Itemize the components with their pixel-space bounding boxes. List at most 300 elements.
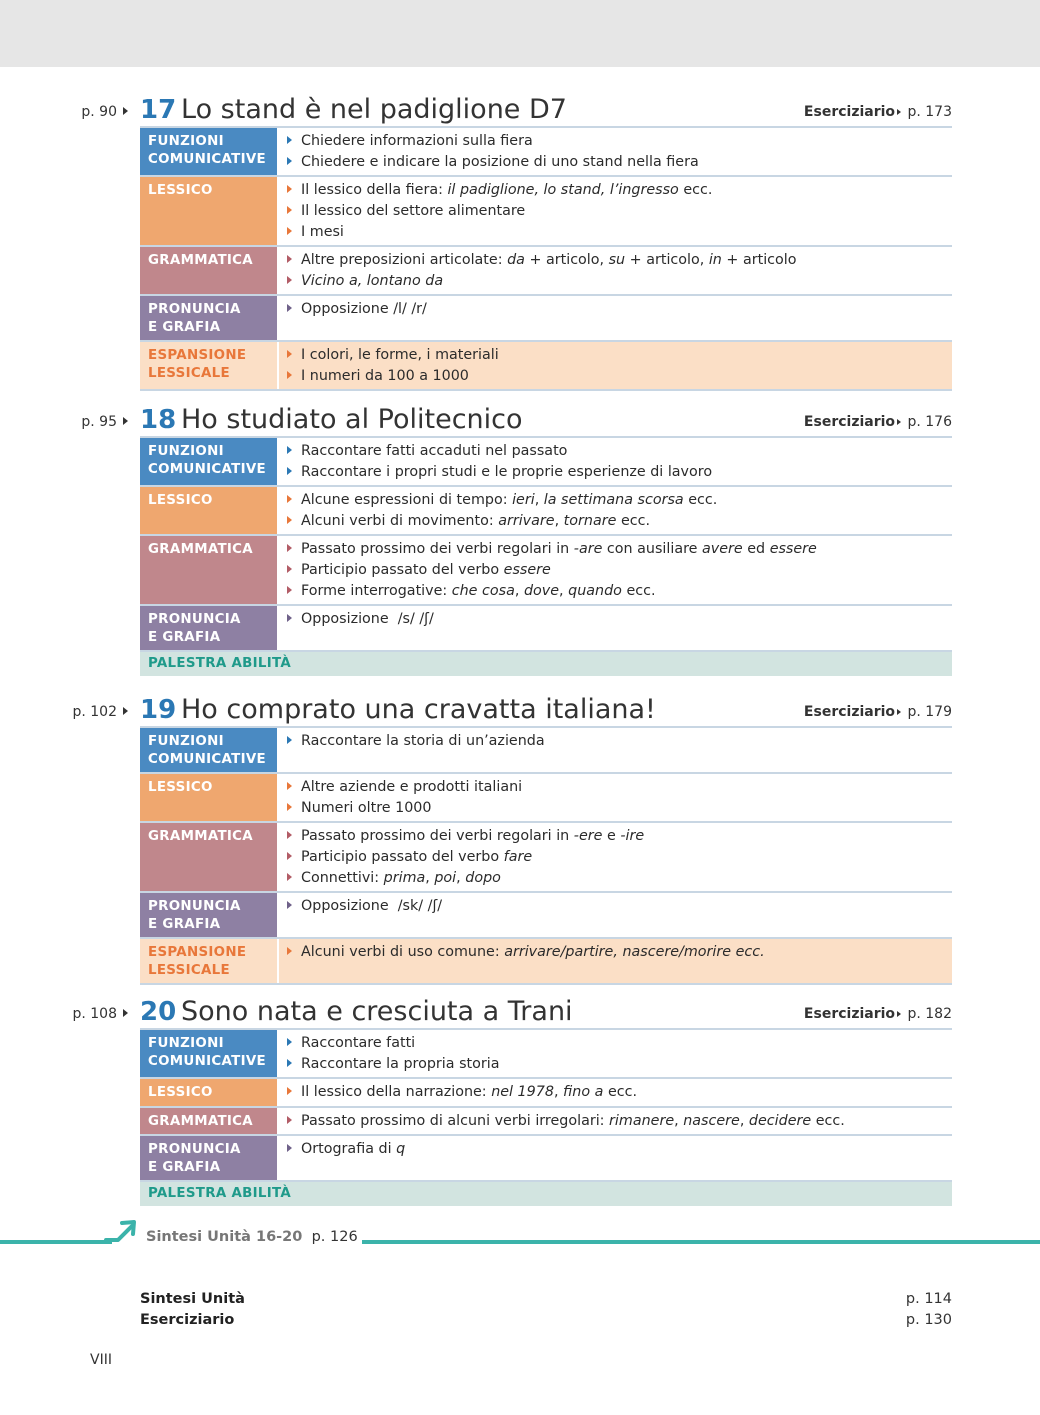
sintesi-reference xyxy=(146,1229,358,1245)
list-item xyxy=(287,942,952,963)
list-item xyxy=(287,462,952,483)
eserciziario-reference[interactable] xyxy=(804,1006,952,1022)
page-reference-text: p. 102 xyxy=(72,704,117,720)
italic-segment: Vicino a, lontano da xyxy=(301,273,444,289)
category-items xyxy=(279,296,952,340)
text-segment: + articolo xyxy=(721,252,797,268)
unit-number: 18 xyxy=(140,405,177,435)
eserciziario-reference[interactable] xyxy=(804,104,952,120)
category-label xyxy=(140,128,279,175)
list-item xyxy=(287,441,952,462)
top-band xyxy=(0,0,1040,67)
italic-segment: fino a xyxy=(563,1084,604,1100)
bullet-arrow-icon xyxy=(287,516,292,524)
italic-segment: nel 1978 xyxy=(491,1084,554,1100)
italic-segment: da xyxy=(507,252,525,268)
text-segment: , xyxy=(534,492,544,508)
category-line: COMUNICATIVE xyxy=(148,151,266,167)
table-row-esp xyxy=(140,939,952,985)
text-segment: Numeri oltre 1000 xyxy=(301,800,432,816)
text-segment: Alcuni verbi di uso comune: xyxy=(301,944,505,960)
category-line: LESSICO xyxy=(148,183,213,198)
bullet-arrow-icon xyxy=(287,1144,292,1152)
category-line: COMUNICATIVE xyxy=(148,461,266,477)
text-segment: Participio passato del verbo xyxy=(301,849,504,865)
eserciziario-label: Eserciziario xyxy=(803,104,896,120)
unit-title: Lo stand è nel padiglione D7 xyxy=(181,94,567,125)
table-row-funz xyxy=(140,728,952,774)
text-segment: Alcuni verbi di movimento: xyxy=(301,513,499,529)
text-segment: + articolo, xyxy=(524,252,609,268)
category-line: ESPANSIONE xyxy=(148,348,247,363)
category-line: LESSICO xyxy=(148,493,213,508)
item-text xyxy=(301,777,522,798)
bullet-arrow-icon xyxy=(287,831,292,839)
item-text xyxy=(301,299,427,320)
item-text xyxy=(301,1033,415,1054)
eserciziario-label: Eserciziario xyxy=(803,414,896,430)
text-segment: con ausiliare xyxy=(602,541,703,557)
italic-segment: ieri xyxy=(512,492,535,508)
category-line: FUNZIONI xyxy=(148,134,224,149)
item-text xyxy=(301,462,712,483)
bullet-arrow-icon xyxy=(287,1087,292,1095)
text-segment: Raccontare fatti xyxy=(301,1035,416,1051)
item-text xyxy=(301,222,344,243)
category-line: E GRAFIA xyxy=(148,1159,221,1175)
bullet-arrow-icon xyxy=(287,1038,292,1046)
text-segment: Passato prossimo di alcuni verbi irregolari: xyxy=(301,1112,610,1129)
text-segment: Opposizione /l/ /r/ xyxy=(301,301,427,317)
item-text xyxy=(301,441,567,462)
category-line: COMUNICATIVE xyxy=(148,751,266,767)
text-segment: Participio passato del verbo xyxy=(301,562,504,578)
category-line: GRAMMATICA xyxy=(148,1113,253,1129)
category-items xyxy=(279,177,952,245)
syllabus-table xyxy=(140,126,952,391)
text-segment: Alcune espressioni di tempo: xyxy=(301,492,513,508)
item-text xyxy=(301,271,443,292)
category-label xyxy=(140,1030,279,1077)
bullet-arrow-icon xyxy=(287,873,292,881)
triangle-right-icon xyxy=(123,707,128,715)
category-items xyxy=(279,1136,952,1180)
sintesi-page: p. 126 xyxy=(311,1229,358,1245)
category-label xyxy=(140,438,279,485)
category-label xyxy=(140,1079,279,1106)
list-item xyxy=(287,798,952,819)
category-items xyxy=(279,774,952,821)
text-segment: Il lessico della narrazione: xyxy=(301,1084,492,1100)
sintesi-line-right xyxy=(362,1240,1040,1244)
category-line: COMUNICATIVE xyxy=(148,1053,266,1069)
bullet-arrow-icon xyxy=(287,803,292,811)
text-segment: Opposizione /sk/ /ʃ/ xyxy=(301,898,443,914)
bullet-arrow-icon xyxy=(287,1059,292,1067)
text-segment: , xyxy=(559,583,569,599)
bullet-arrow-icon xyxy=(287,852,292,860)
item-text xyxy=(301,1139,405,1160)
italic-segment: dove xyxy=(523,583,560,599)
category-line: LESSICALE xyxy=(148,365,230,381)
unit-title: Ho comprato una cravatta italiana! xyxy=(181,694,656,725)
bullet-arrow-icon xyxy=(287,565,292,573)
unit-title: Sono nata e cresciuta a Trani xyxy=(181,996,573,1027)
item-text xyxy=(301,847,532,868)
triangle-right-icon xyxy=(897,1011,901,1017)
text-segment: , xyxy=(674,1112,684,1129)
category-items xyxy=(279,438,952,485)
text-segment: , xyxy=(553,1084,564,1100)
bullet-arrow-icon xyxy=(287,495,292,503)
italic-segment: essere xyxy=(769,541,817,557)
category-line: LESSICO xyxy=(148,780,213,795)
bullet-arrow-icon xyxy=(287,371,292,379)
text-segment: Raccontare i propri studi e le proprie esperienze di lavoro xyxy=(301,464,713,480)
page-number: VIII xyxy=(90,1352,112,1368)
list-item xyxy=(287,131,952,152)
triangle-right-icon xyxy=(897,109,901,115)
bottom-item-sintesi[interactable]: Sintesi Unità xyxy=(140,1291,245,1307)
item-text xyxy=(301,1054,500,1075)
table-row-gram xyxy=(140,247,952,296)
item-text xyxy=(301,798,432,819)
text-segment: , xyxy=(554,513,564,529)
text-segment: + articolo, xyxy=(625,252,709,268)
list-item xyxy=(287,560,952,581)
text-segment: e xyxy=(602,828,621,844)
text-segment: , xyxy=(514,583,524,599)
italic-segment: rimanere xyxy=(609,1112,675,1129)
page-reference-text: p. 108 xyxy=(72,1006,117,1022)
page-reference-text: p. 90 xyxy=(81,104,117,120)
sintesi-label: Sintesi Unità 16-20 xyxy=(146,1229,303,1245)
italic-segment: in xyxy=(708,252,722,268)
category-items xyxy=(279,1030,952,1077)
category-label xyxy=(140,536,279,604)
text-segment: Raccontare la propria storia xyxy=(301,1056,500,1072)
text-segment: ecc. xyxy=(678,182,713,198)
category-items xyxy=(279,487,952,534)
item-text xyxy=(301,609,434,630)
list-item xyxy=(287,581,952,602)
text-segment: ecc. xyxy=(603,1084,638,1100)
bullet-arrow-icon xyxy=(287,901,292,909)
triangle-right-icon xyxy=(123,107,128,115)
bullet-arrow-icon xyxy=(287,544,292,552)
text-segment: Passato prossimo dei verbi regolari in xyxy=(301,541,574,557)
italic-segment: decidere xyxy=(748,1112,812,1129)
bottom-item-eserciziario[interactable]: Eserciziario xyxy=(140,1312,235,1328)
item-text xyxy=(301,511,650,532)
list-item xyxy=(287,1033,952,1054)
italic-segment: avere xyxy=(702,541,743,557)
item-text xyxy=(301,1082,637,1103)
text-segment: Altre aziende e prodotti italiani xyxy=(301,779,523,795)
list-item xyxy=(287,490,952,511)
list-item xyxy=(287,1111,952,1132)
text-segment: Passato prossimo dei verbi regolari in xyxy=(301,828,574,844)
item-text xyxy=(301,942,765,963)
text-segment: ecc. xyxy=(621,583,656,599)
category-items xyxy=(279,1079,952,1106)
category-line: ESPANSIONE xyxy=(148,945,247,960)
list-item xyxy=(287,896,952,917)
item-text xyxy=(301,345,499,366)
category-line: PRONUNCIA xyxy=(148,1142,241,1157)
category-label xyxy=(140,606,279,650)
bullet-arrow-icon xyxy=(287,206,292,214)
category-line: LESSICALE xyxy=(148,962,230,978)
table-row-gram xyxy=(140,823,952,893)
text-segment: ed xyxy=(742,541,770,557)
category-label xyxy=(140,823,279,891)
bullet-arrow-icon xyxy=(287,157,292,165)
eserciziario-page: p. 173 xyxy=(907,104,952,120)
item-text xyxy=(301,131,533,152)
text-segment: , xyxy=(739,1112,749,1129)
bottom-left-list xyxy=(140,1289,245,1331)
text-segment: ecc. xyxy=(683,492,718,508)
palestra-abilita-row: PALESTRA ABILITÀ xyxy=(140,1182,952,1206)
triangle-right-icon xyxy=(123,1009,128,1017)
item-text xyxy=(301,826,644,847)
page-reference[interactable] xyxy=(72,704,128,720)
text-segment: Altre preposizioni articolate: xyxy=(301,252,508,268)
category-line: E GRAFIA xyxy=(148,319,221,335)
syllabus-table xyxy=(140,726,952,985)
unit-title: Ho studiato al Politecnico xyxy=(181,404,523,435)
table-row-funz xyxy=(140,1030,952,1079)
italic-segment: nascere xyxy=(683,1112,740,1129)
bullet-arrow-icon xyxy=(287,136,292,144)
italic-segment: poi xyxy=(434,870,457,886)
category-items xyxy=(279,128,952,175)
italic-segment: su xyxy=(608,252,626,268)
item-text xyxy=(301,896,442,917)
item-text xyxy=(301,1111,845,1132)
item-text xyxy=(301,731,545,752)
list-item xyxy=(287,201,952,222)
table-row-gram xyxy=(140,1108,952,1137)
item-text xyxy=(301,868,501,889)
page-reference[interactable] xyxy=(72,1006,128,1022)
text-segment: , xyxy=(456,870,466,886)
italic-segment: essere xyxy=(503,562,551,578)
bottom-right-list xyxy=(906,1289,952,1331)
item-text xyxy=(301,366,469,387)
italic-segment: che cosa xyxy=(451,583,515,599)
bullet-arrow-icon xyxy=(287,467,292,475)
bullet-arrow-icon xyxy=(287,185,292,193)
category-line: GRAMMATICA xyxy=(148,542,253,557)
syllabus-table xyxy=(140,436,952,676)
eserciziario-label: Eserciziario xyxy=(803,704,896,720)
table-row-pron xyxy=(140,893,952,939)
italic-segment: fare xyxy=(503,849,533,865)
category-items xyxy=(279,728,952,772)
item-text xyxy=(301,560,551,581)
text-segment: I numeri da 100 a 1000 xyxy=(301,368,469,384)
unit-number: 19 xyxy=(140,695,177,725)
bullet-arrow-icon xyxy=(287,614,292,622)
triangle-right-icon xyxy=(123,417,128,425)
text-segment: ecc. xyxy=(616,513,651,529)
list-item xyxy=(287,1082,952,1103)
list-item xyxy=(287,180,952,201)
category-items xyxy=(279,893,952,937)
category-line: PRONUNCIA xyxy=(148,612,241,627)
table-row-less xyxy=(140,774,952,823)
table-row-pron xyxy=(140,296,952,342)
text-segment: Il lessico della fiera: xyxy=(301,182,448,198)
bullet-arrow-icon xyxy=(287,276,292,284)
category-items xyxy=(279,823,952,891)
category-label xyxy=(140,774,279,821)
eserciziario-label: Eserciziario xyxy=(803,1006,896,1022)
eserciziario-page: p. 176 xyxy=(907,414,952,430)
bullet-arrow-icon xyxy=(287,782,292,790)
list-item xyxy=(287,539,952,560)
category-items xyxy=(279,247,952,294)
item-text xyxy=(301,201,525,222)
list-item xyxy=(287,826,952,847)
page-reference[interactable] xyxy=(81,104,128,120)
list-item xyxy=(287,152,952,173)
text-segment: Il lessico del settore alimentare xyxy=(301,203,526,219)
list-item xyxy=(287,777,952,798)
table-row-pron xyxy=(140,1136,952,1182)
text-segment: I mesi xyxy=(301,224,344,240)
sintesi-line-left xyxy=(0,1240,112,1244)
syllabus-table xyxy=(140,1028,952,1206)
bullet-arrow-icon xyxy=(287,1116,292,1124)
list-item xyxy=(287,366,952,387)
eserciziario-reference[interactable] xyxy=(804,414,952,430)
category-items xyxy=(279,606,952,650)
italic-segment: -are xyxy=(573,541,603,557)
text-segment: , xyxy=(425,870,435,886)
text-segment: Chiedere e indicare la posizione di uno stand nella fiera xyxy=(301,154,699,170)
text-segment: Raccontare fatti accaduti nel passato xyxy=(301,443,568,459)
list-item xyxy=(287,609,952,630)
item-text xyxy=(301,152,699,173)
category-line: FUNZIONI xyxy=(148,444,224,459)
page-reference[interactable] xyxy=(81,414,128,430)
text-segment: ecc. xyxy=(811,1112,845,1129)
category-line: FUNZIONI xyxy=(148,1036,224,1051)
category-items xyxy=(279,1108,952,1135)
list-item xyxy=(287,250,952,271)
text-segment: Chiedere informazioni sulla fiera xyxy=(301,133,533,149)
table-row-esp xyxy=(140,342,952,391)
bullet-arrow-icon xyxy=(287,586,292,594)
italic-segment: prima xyxy=(383,870,426,886)
eserciziario-reference[interactable] xyxy=(804,704,952,720)
bullet-arrow-icon xyxy=(287,255,292,263)
bullet-arrow-icon xyxy=(287,304,292,312)
list-item xyxy=(287,511,952,532)
category-line: E GRAFIA xyxy=(148,629,221,645)
category-label xyxy=(140,939,279,983)
table-row-less xyxy=(140,487,952,536)
table-row-gram xyxy=(140,536,952,606)
text-segment: Forme interrogative: xyxy=(301,583,452,599)
category-items xyxy=(279,342,952,389)
table-row-pron xyxy=(140,606,952,652)
palestra-abilita-row: PALESTRA ABILITÀ xyxy=(140,652,952,676)
table-row-less xyxy=(140,177,952,247)
category-line: PRONUNCIA xyxy=(148,302,241,317)
category-items xyxy=(279,939,952,983)
list-item xyxy=(287,731,952,752)
list-item xyxy=(287,847,952,868)
category-label xyxy=(140,1108,279,1135)
italic-segment: la settimana scorsa xyxy=(543,492,684,508)
list-item xyxy=(287,299,952,320)
bottom-page-sintesi: p. 114 xyxy=(905,1291,952,1307)
item-text xyxy=(301,581,656,602)
item-text xyxy=(301,539,817,560)
italic-segment: tornare xyxy=(563,513,617,529)
item-text xyxy=(301,490,717,511)
triangle-right-icon xyxy=(897,419,901,425)
table-row-less xyxy=(140,1079,952,1108)
bullet-arrow-icon xyxy=(287,736,292,744)
list-item xyxy=(287,222,952,243)
category-label xyxy=(140,893,279,937)
unit-number: 20 xyxy=(140,997,177,1027)
bullet-arrow-icon xyxy=(287,446,292,454)
category-line: FUNZIONI xyxy=(148,734,224,749)
category-label xyxy=(140,1136,279,1180)
item-text xyxy=(301,180,712,201)
text-segment: I colori, le forme, i materiali xyxy=(301,347,499,363)
list-item xyxy=(287,1054,952,1075)
text-segment: Opposizione /s/ /ʃ/ xyxy=(301,611,434,627)
bullet-arrow-icon xyxy=(287,227,292,235)
category-line: E GRAFIA xyxy=(148,916,221,932)
italic-segment: q xyxy=(396,1141,406,1157)
italic-segment: il padiglione, lo stand, l’ingresso xyxy=(447,182,679,198)
category-label xyxy=(140,728,279,772)
triangle-right-icon xyxy=(897,709,901,715)
table-row-funz xyxy=(140,128,952,177)
category-label xyxy=(140,296,279,340)
category-line: LESSICO xyxy=(148,1085,213,1100)
text-segment: Ortografia di xyxy=(301,1141,397,1157)
category-label xyxy=(140,177,279,245)
bottom-page-eserciziario: p. 130 xyxy=(905,1312,952,1328)
eserciziario-page: p. 182 xyxy=(907,1006,952,1022)
category-items xyxy=(279,536,952,604)
italic-segment: arrivare xyxy=(498,513,555,529)
text-segment: Raccontare la storia di un’azienda xyxy=(301,733,545,749)
eserciziario-page: p. 179 xyxy=(907,704,952,720)
text-segment: Connettivi: xyxy=(301,870,384,886)
category-line: GRAMMATICA xyxy=(148,829,253,844)
category-line: PRONUNCIA xyxy=(148,899,241,914)
item-text xyxy=(301,250,797,271)
category-line: GRAMMATICA xyxy=(148,253,253,268)
page-reference-text: p. 95 xyxy=(81,414,117,430)
category-label xyxy=(140,342,279,389)
category-label xyxy=(140,247,279,294)
bullet-arrow-icon xyxy=(287,350,292,358)
italic-segment: -ere xyxy=(573,828,603,844)
italic-segment: arrivare/partire, nascere/morire ecc. xyxy=(504,944,765,960)
italic-segment: dopo xyxy=(465,870,501,886)
